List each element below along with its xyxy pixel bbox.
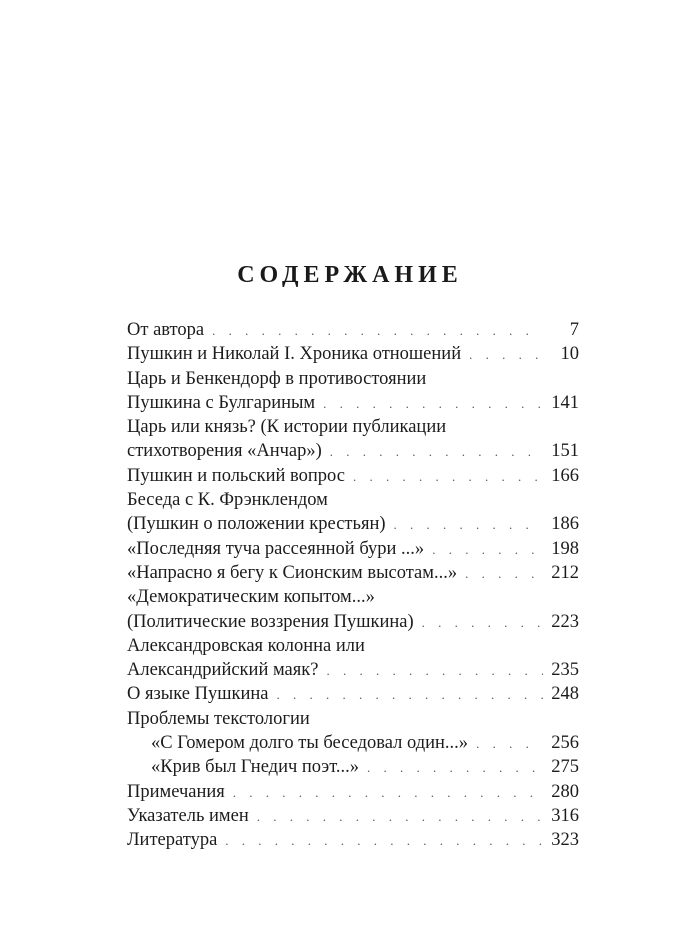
toc-leader-dots [476,732,543,756]
toc-entry-title: Беседа с К. Фрэнклендом [127,490,328,511]
toc-entry-line [127,682,579,706]
toc-entry-title: Литература [127,830,218,851]
toc-entry-title: От автора [127,320,205,340]
toc-entry-title: Указатель имен [127,805,249,826]
toc-entry-line [127,755,579,779]
toc-entry-line [127,585,579,609]
toc-entry-line [127,610,579,634]
toc-entry-title: Примечания [127,781,225,802]
toc-page-number: 141 [551,392,579,413]
toc-leader-dots [225,829,543,853]
toc-entry-title: О языке Пушкина [127,684,269,705]
toc-page-number: 186 [551,514,579,535]
toc-entry-line [127,391,579,415]
toc-page-number: 10 [560,344,579,365]
toc-entry-title: «Демократическим копытом...» [127,587,375,608]
page-title: СОДЕРЖАНИЕ [237,262,463,288]
toc-page-number: 166 [551,465,579,486]
toc-entry-line [127,780,579,804]
toc-entry-title: «С Гомером долго ты беседовал один...» [151,733,469,754]
toc-page-number: 151 [551,441,579,462]
toc-entry-line [127,561,579,585]
toc-page-number: 275 [551,757,579,778]
toc-entry-line [127,537,579,561]
toc-entry-title: Царь или князь? (К истории публикации [127,417,447,438]
toc-entry-title: Пушкин и Николай I. Хроника отношений [127,344,462,365]
toc-entry-line [127,415,579,439]
toc-leader-dots [394,513,543,537]
toc-entry-title: Пушкина с Булгариным [127,392,316,413]
toc-entry-line [127,439,579,463]
toc-page-number: 198 [551,538,579,559]
toc-entry-line [127,634,579,658]
toc-leader-dots [422,611,543,635]
toc-entry-title: Пушкин и польский вопрос [127,465,345,486]
toc-entry-title: (Пушкин о положении крестьян) [127,514,386,535]
toc-leader-dots [323,392,543,416]
toc-leader-dots [330,440,543,464]
toc-page-number: 316 [551,805,579,826]
toc-entry-title: Царь и Бенкендорф в противостоянии [127,368,427,389]
toc-page-number: 248 [551,684,579,705]
toc-entry-line [127,828,579,852]
toc-entry-line [127,488,579,512]
toc-page-number: 280 [551,781,579,802]
toc-leader-dots [465,562,543,586]
toc-entry-title: (Политические воззрения Пушкина) [127,611,414,632]
toc-page-number: 235 [551,660,579,681]
toc-page-number: 256 [551,733,579,754]
toc-entry-title: «Напрасно я бегу к Сионским высотам...» [127,562,458,583]
toc-leader-dots [326,659,543,683]
toc-leader-dots [212,319,543,343]
table-of-contents [127,318,579,853]
toc-leader-dots [432,538,543,562]
toc-page-number: 7 [569,320,579,340]
toc-page-number: 223 [551,611,579,632]
toc-page-number: 323 [551,830,579,851]
toc-entry-line [127,731,579,755]
toc-leader-dots [257,805,543,829]
toc-entry-line [127,367,579,391]
toc-entry-line [127,342,579,366]
toc-leader-dots [233,781,543,805]
toc-page-number: 212 [551,562,579,583]
toc-entry-line [127,318,579,342]
toc-entry-title: «Крив был Гнедич поэт...» [151,757,360,778]
toc-entry-title: «Последняя туча рассеянной бури ...» [127,538,425,559]
toc-entry-title: Проблемы текстологии [127,708,310,729]
toc-entry-line [127,512,579,536]
toc-entry-title: стихотворения «Анчар») [127,441,322,462]
toc-entry-title: Александрийский маяк? [127,660,319,681]
toc-leader-dots [353,465,543,489]
toc-leader-dots [469,343,543,367]
toc-entry-line [127,658,579,682]
toc-entry-title: Александровская колонна или [127,635,365,656]
toc-entry-line [127,804,579,828]
toc-leader-dots [276,683,543,707]
toc-entry-line [127,464,579,488]
toc-entry-line [127,707,579,731]
toc-leader-dots [367,756,543,780]
